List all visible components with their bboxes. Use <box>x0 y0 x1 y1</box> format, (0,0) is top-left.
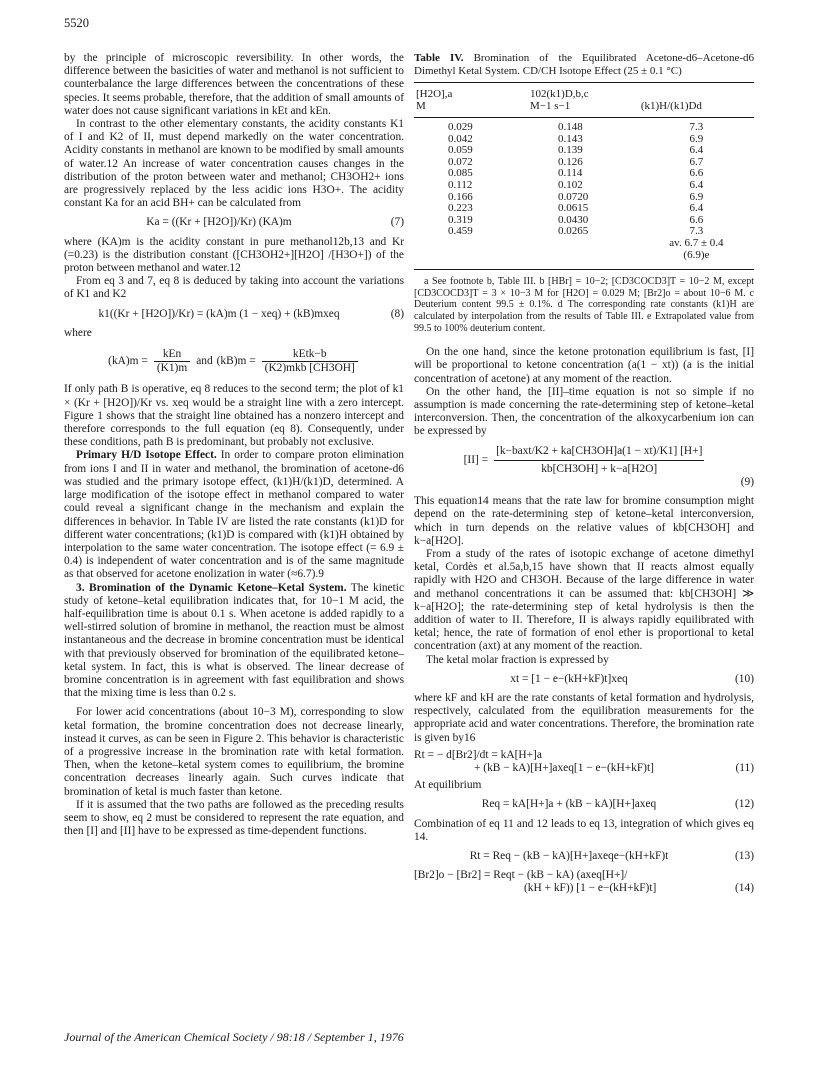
extrapolated-value: (6.9)e <box>683 248 710 261</box>
column-header-line: [H2O],a <box>416 88 453 100</box>
column-header-line: 102(k1)D,b,c <box>530 88 589 100</box>
kB-lhs: (kB)m = <box>216 355 256 368</box>
table-row <box>414 203 754 215</box>
equation-number: (12) <box>735 798 754 811</box>
fraction-denominator: kb[CH3OH] + k−a[H2O] <box>541 462 658 475</box>
left-column <box>64 52 404 838</box>
paragraph: On the other hand, the [II]–time equation is not so simple if no assumption is made concerning the rate-determining step of ketone–ketal interconversion. Then, the concentration of the alkoxycarbenium ion can be expressed by <box>414 385 754 438</box>
table-body <box>414 118 754 262</box>
table-cell: 0.042 <box>448 132 473 145</box>
paragraph: The ketal molar fraction is expressed by <box>426 653 609 666</box>
table-caption <box>414 52 754 78</box>
table-cell: 6.4 <box>689 202 704 215</box>
paragraph: If it is assumed that the two paths are followed as the preceding results seem to show, eq 2 must be considered to represent the rate equation, and then [I] and [II] have to be expressed as time-dependent functions. <box>64 798 404 838</box>
table-cell: 0.148 <box>558 121 583 133</box>
equation-lhs: [II] = <box>463 453 489 466</box>
table-cell: 0.085 <box>448 167 473 180</box>
section-heading: Primary H/D Isotope Effect. <box>76 449 217 462</box>
table-row <box>414 180 754 192</box>
page-number: 5520 <box>64 16 89 30</box>
section-heading: 3. Bromination of the Dynamic Ketone–Ketal System. <box>76 581 347 594</box>
table-footnotes: a See footnote b, Table III. b [HBr] = 10−2; [CD3COCD3]T = 10−2 M, except [CD3COCD3]T = 3 × 10−3 M for [H2O] = 0.029 M; [Br2]o = about 10−6 M. c Deuterium content 99.5 ± 0.1%. d The corresponding rate constants (k1)H are calculated by interpolation from the results of Table III. e Extrapolated value from 99.5 to 100% deuterium content. <box>414 269 754 334</box>
table-cell: 6.6 <box>689 213 704 226</box>
equation-13 <box>414 850 754 863</box>
table-cell: 0.126 <box>558 155 583 168</box>
table-cell: 0.0265 <box>558 225 589 238</box>
fraction-denominator: (K2)mkb [CH3OH] <box>264 362 355 375</box>
table-row <box>414 238 754 250</box>
table-cell: 7.3 <box>689 225 704 238</box>
paragraph-text: In order to compare proton elimination from ions I and II in water and methanol, the bromination of acetone-d6 was studied and the primary isotope effect, (k1)H/(k1)D, determined. A large modification of the isotope effect in methanol compared to water could reveal a significant change in the mechanism and explain the differences in behavior. In Table IV are listed the rate constants (k1)D for different water concentrations; (k1)D is compared with (k1)H obtained by interpolation to the same water concentration. The isotope effect (= 6.9 ± 0.4) is independent of water concentration and is of the same magnitude as that observed for acetone enolization in water (≈6.7).9 <box>64 449 404 581</box>
table-cell: 0.114 <box>558 167 583 180</box>
table-cell: 0.0615 <box>558 202 589 215</box>
paragraph: In contrast to the other elementary constants, the acidity constants K1 of I and K2 of II, must depend markedly on the water concentration. Acidity constants in methanol are known to be modified by small amounts of water.12 An increase of water concentration causes changes in the distribution of the proton between water and methanol; CH3OH2+ ions are progressively replaced by the less acidic ions H3O+. The acidity constant Ka for an acid BH+ can be calculated from <box>64 118 404 210</box>
equation-number: (10) <box>735 672 754 685</box>
paragraph-text: The kinetic study of ketone–ketal equilibration indicates that, for 10−1 M acid, the half-equilibration time is about 0.1 s. When acetone is added rapidly to a well-stirred solution of bromine in methanol, the reaction must be almost instantaneous and the decrease in bromine concentration must be identical with that previously observed for bromination of the equilibrated ketone–ketal system. In fact, this is what is observed. The linear decrease of bromine concentration is in agreement with fast equilibration and shows that the mixing time is less than 0.2 s. <box>64 581 404 700</box>
table-caption-text: Bromination of the Equilibrated Acetone-d6–Acetone-d6 Dimethyl Ketal System. CD/CH Isotope Effect (25 ± 0.1 °C) <box>414 52 754 77</box>
table-cell: 0.102 <box>558 178 583 191</box>
equation-number: (8) <box>390 307 404 320</box>
table-cell: 0.459 <box>448 225 473 238</box>
equation-line: + (kB − kA)[H+]axeq[1 − e−(kH+kF)t] <box>474 761 654 774</box>
table-cell: 0.139 <box>558 144 583 157</box>
table-cell: 0.059 <box>448 144 473 157</box>
equation-14 <box>414 869 754 895</box>
column-header <box>528 83 639 118</box>
equation-body: Req = kA[H+]a + (kB − kA)[H+]axeq <box>481 798 657 811</box>
column-header-line: M <box>416 100 426 112</box>
paragraph: At equilibrium <box>414 779 482 792</box>
column-header-line: M−1 s−1 <box>530 100 571 112</box>
journal-footer: Journal of the American Chemical Society / 98:18 / September 1, 1976 <box>64 1030 404 1044</box>
equation-line: Rt = − d[Br2]/dt = kA[H+]a <box>414 748 542 761</box>
table-cell: 6.4 <box>689 144 704 157</box>
paragraph: This equation14 means that the rate law for bromine consumption might depend on the rate-determining step of ketone–ketal interconversion, which in turn depends on the relative values of kb[CH3OH] and k−a[H2O]. <box>414 495 754 547</box>
paragraph: From a study of the rates of isotopic exchange of acetone dimethyl ketal, Cordès et al.5a,b,15 have shown that II reacts almost equally rapidly with H2O and CH3OH. Because of the large difference in water and methanol concentrations it can be assumed that: kb[CH3OH] ≫ k−a[H2O]; the rate-determining step of ketal hydrolysis is then the addition of water to II. Therefore, II is always rapidly equilibrated with ketal; hence, the rate of formation of enol ether is proportional to ketal concentration (axt) at any moment of the reaction. <box>414 547 754 653</box>
paragraph <box>64 449 404 581</box>
paragraph <box>64 582 404 701</box>
equation-7 <box>64 216 404 229</box>
table-cell: 0.112 <box>448 178 473 191</box>
equation-line: [Br2]o − [Br2] = Reqt − (kB − kA) (axeq[H+]/ <box>414 869 628 882</box>
paragraph: On the one hand, since the ketone protonation equilibrium is fast, [I] will be proportional to ketone concentration (a(1 − xt)) (a is the initial concentration of acetone) at any moment of the reaction. <box>414 346 754 385</box>
table-header-row <box>414 83 754 118</box>
equation-number: (7) <box>390 216 404 229</box>
equation-11 <box>414 749 754 775</box>
paragraph: where (KA)m is the acidity constant in pure methanol12b,13 and Kr (=0.23) is the distribution constant ([CH3OH2+][H2O] /[H3O+]) of the proton between methanol and water.12 <box>64 235 404 275</box>
equation-number: (11) <box>735 761 754 774</box>
table-cell: 0.029 <box>448 121 473 133</box>
fraction-numerator: [k−baxt/K2 + ka[CH3OH]a(1 − xt)/K1] [H+] <box>494 445 704 461</box>
table-cell: 0.143 <box>558 132 583 145</box>
equation-body: k1((Kr + [H2O])/Kr) = (kA)m (1 − xeq) + (kB)mxeq <box>98 307 340 320</box>
table-cell: 6.9 <box>689 190 704 203</box>
table-cell: 0.166 <box>448 190 473 203</box>
paragraph: where kF and kH are the rate constants of ketal formation and hydrolysis, respectively, calculated from the equilibration measurements for the appropriate acid and water concentrations. Therefore, the bromination rate is given by16 <box>414 691 754 744</box>
equation-8 <box>64 308 404 321</box>
average-value: av. 6.7 ± 0.4 <box>669 236 724 249</box>
table-cell: 6.6 <box>689 167 704 180</box>
table-cell: 0.0430 <box>558 213 589 226</box>
equation-body: Rt = Req − (kB − kA)[H+]axeqe−(kH+kF)t <box>469 850 669 862</box>
equation-line: (kH + kF)) [1 − e−(kH+kF)t] <box>524 882 657 895</box>
kB-fraction <box>262 348 358 375</box>
equation-fraction <box>494 445 704 476</box>
paragraph: If only path B is operative, eq 8 reduces to the second term; the plot of k1 × (Kr + [H2O])/Kr vs. xeq would be a straight line with a zero intercept. Figure 1 shows that the straight line obtained has a nonzero intercept and therefore corresponds to the full equation (eq 8). Consequently, under these conditions, path B is predominant, but probably not exclusive. <box>64 383 404 449</box>
kA-fraction <box>154 348 190 375</box>
equation-number: (14) <box>735 882 754 895</box>
table-cell: 0.223 <box>448 202 473 215</box>
fraction-numerator: kEn <box>154 348 190 362</box>
paragraph: For lower acid concentrations (about 10−3 M), corresponding to slow ketal formation, the bromine concentration does not decrease linearly, instead it curves, as can be seen in Figure 2. This behavior is characteristic of a progressive increase in the bromination rate with ketal formation. Then, when the ketone–ketal system comes to equilibrium, the bromine concentration decreases linearly again. Such curves indicate that bromination of ketal is much faster than ketone. <box>64 706 404 798</box>
paragraph: Combination of eq 11 and 12 leads to eq 13, integration of which gives eq 14. <box>414 817 754 843</box>
equation-number: (9) <box>740 475 754 488</box>
isotope-effect-table <box>414 82 754 261</box>
equation-10 <box>414 673 754 686</box>
equation-9 <box>414 445 754 490</box>
paragraph: by the principle of microscopic reversibility. In other words, the difference between the basicities of water and methanol is not sufficient to counterbalance the large differences between the concentrations of these species. It seems probable, therefore, that the addition of small amounts of water does not cause significant variations in kEt and kEn. <box>64 52 404 117</box>
fraction-numerator: kEtk−b <box>262 348 358 362</box>
table-cell: 6.7 <box>689 155 704 168</box>
fraction-denominator: (K1)m <box>156 362 188 375</box>
equation-body: Ka = ((Kr + [H2O])/Kr) (KA)m <box>146 216 292 229</box>
rate-constant-definitions <box>64 348 404 375</box>
table-cell: 6.9 <box>689 132 704 145</box>
paragraph: From eq 3 and 7, eq 8 is deduced by taking into account the variations of K1 and K2 <box>64 275 404 301</box>
equation-12 <box>414 798 754 811</box>
table-row <box>414 250 754 262</box>
table-cell: 0.0720 <box>558 190 589 203</box>
kA-lhs: (kA)m = <box>108 355 148 368</box>
equation-body: xt = [1 − e−(kH+kF)t]xeq <box>510 672 628 685</box>
table-cell: 0.319 <box>448 213 473 226</box>
column-header: (k1)H/(k1)Dd <box>640 100 702 112</box>
and-word: and <box>196 355 213 368</box>
table-row <box>414 118 754 134</box>
equation-number: (13) <box>735 850 754 862</box>
table-cell: 0.072 <box>448 155 473 168</box>
column-header <box>414 83 528 118</box>
right-column <box>414 52 754 900</box>
table-label: Table IV. <box>414 52 464 64</box>
table-cell: 7.3 <box>689 121 704 133</box>
table-cell: 6.4 <box>689 178 704 191</box>
paragraph: where <box>64 326 92 339</box>
